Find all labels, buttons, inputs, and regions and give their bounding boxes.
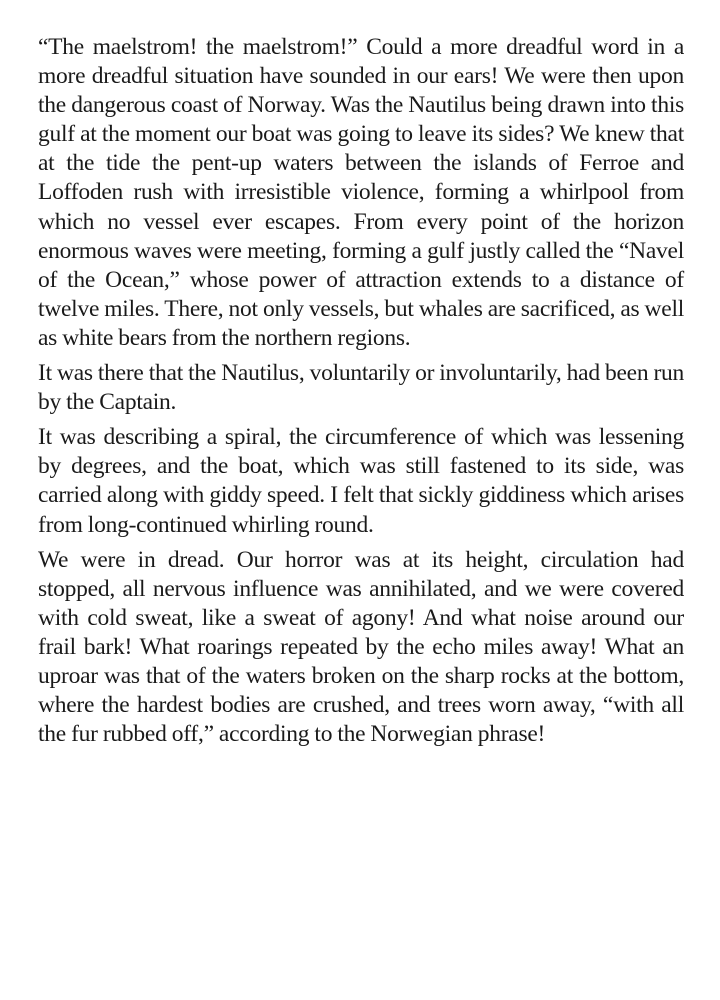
paragraph-spiral: It was describing a spiral, the circumference of which was lessening by degrees, and the boat, which was still fastened to its side, was carried along with giddy speed. I felt that sickly giddiness which arises from long-continued whirling round. (38, 424, 684, 538)
document-page (38, 33, 684, 755)
paragraph-maelstrom-intro: “The maelstrom! the maelstrom!” Could a more dreadful word in a more dreadful situation have sounded in our ears! We were then upon the dangerous coast of Norway. Was the Nautilus being drawn into this gulf at the moment our boat was going to leave its sides? We knew that at the tide the pent-up waters between the islands of Ferroe and Loffoden rush with irresistible violence, forming a whirlpool from which no vessel ever escapes. From every point of the horizon enormous waves were meeting, forming a gulf justly called the “Navel of the Ocean,” whose power of attraction extends to a distance of twelve miles. There, not only vessels, but whales are sacrificed, as well as white bears from the northern regions. (38, 34, 685, 351)
paragraph-nautilus-run: It was there that the Nautilus, voluntarily or involuntarily, had been run by the Captain. (38, 360, 685, 416)
paragraph-dread: We were in dread. Our horror was at its height, circulation had stopped, all nervous influence was annihilated, and we were covered with cold sweat, like a sweat of agony! And what noise around our frail bark! What roarings repeated by the echo miles away! What an uproar was that of the waters broken on the sharp rocks at the bottom, where the hardest bodies are crushed, and trees worn away, “with all the fur rubbed off,” according to the Norwegian phrase! (38, 546, 684, 748)
